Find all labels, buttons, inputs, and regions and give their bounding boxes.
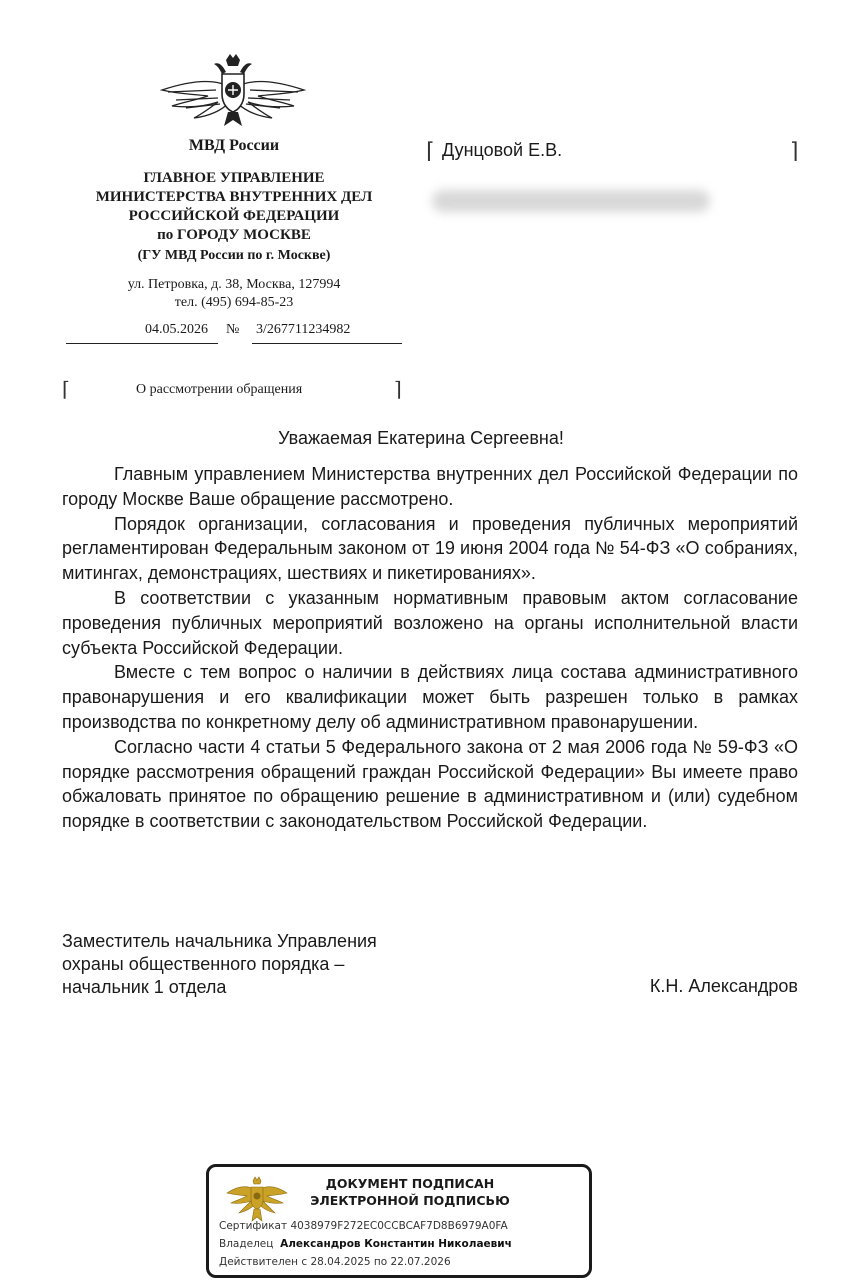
subject-bracket-right: ⌉ (394, 379, 402, 401)
org-line-1: ГЛАВНОЕ УПРАВЛЕНИЕ (143, 170, 325, 186)
recipient-bracket-right: ⌉ (790, 138, 799, 163)
letter-number: 3/267711234982 (252, 322, 402, 344)
recipient-bracket-left: ⌈ (426, 138, 435, 163)
mvd-emblem-icon (158, 50, 308, 130)
mvd-emblem-gold-icon (225, 1175, 289, 1225)
signer-name: К.Н. Александров (649, 976, 798, 996)
org-line-5: (ГУ МВД России по г. Москве) (137, 248, 331, 263)
paragraph: Вместе с тем вопрос о наличии в действиях лица состава административного правонарушения и его квалификации может быть разрешен только в рамках производства по конкретному делу об административном правонарушении. (62, 662, 798, 732)
e-signature-stamp (206, 1164, 592, 1278)
number-sign: № (226, 322, 240, 337)
ministry-name: МВД России (188, 137, 280, 154)
paragraph: В соответствии с указанным нормативным правовым актом согласование проведения публичных мероприятий возложено на органы исполнительной власти субъекта Российской Федерации. (62, 587, 798, 658)
date-number-row (66, 322, 402, 344)
redacted-address (432, 190, 710, 212)
stamp-validity: Действителен с 28.04.2025 по 22.07.2026 (219, 1256, 451, 1268)
subject-line: О рассмотрении обращения (136, 382, 303, 397)
salutation: Уважаемая Екатерина Сергеевна! (278, 428, 564, 448)
paragraph: Согласно части 4 статьи 5 Федерального закона от 2 мая 2006 года № 59-ФЗ «О порядке рассмотрения обращений граждан Российской Федерации» Вы имеете право обжаловать принятое по обращению решение в административном и (или) судебном порядке в соответствии с законодательством Российской Федерации. (62, 736, 798, 832)
org-address: ул. Петровка, д. 38, Москва, 127994 (127, 277, 341, 292)
stamp-title: ДОКУМЕНТ ПОДПИСАН ЭЛЕКТРОННОЙ ПОДПИСЬЮ (310, 1176, 510, 1208)
signer-position-line: охраны общественного порядка – (62, 954, 345, 974)
subject-bracket-left: ⌈ (62, 379, 70, 401)
org-line-4: по ГОРОДУ МОСКВЕ (157, 227, 311, 243)
stamp-owner: Владелец Александров Константин Николаевич (219, 1238, 512, 1250)
letter-date: 04.05.2026 (66, 322, 218, 344)
signer-position (62, 930, 377, 999)
org-line-3: РОССИЙСКОЙ ФЕДЕРАЦИИ (128, 208, 340, 224)
letter-body (62, 462, 798, 834)
signer-position-line: Заместитель начальника Управления (62, 931, 377, 951)
org-line-2: МИНИСТЕРСТВА ВНУТРЕННИХ ДЕЛ (95, 189, 373, 205)
stamp-certificate: Сертификат 4038979F272EC0CCBCAF7D8B6979A0FA (219, 1220, 508, 1232)
org-phone: тел. (495) 694-85-23 (174, 295, 294, 310)
signer-position-line: начальник 1 отдела (62, 977, 227, 997)
recipient-name: Дунцовой Е.В. (442, 140, 563, 160)
paragraph: Порядок организации, согласования и проведения публичных мероприятий регламентирован Федеральным законом от 19 июня 2004 года № 54-ФЗ «О собраниях, митингах, демонстрациях, шествиях и пикетированиях». (62, 513, 798, 584)
paragraph: Главным управлением Министерства внутренних дел Российской Федерации по городу Москве Ваше обращение рассмотрено. (62, 464, 798, 509)
